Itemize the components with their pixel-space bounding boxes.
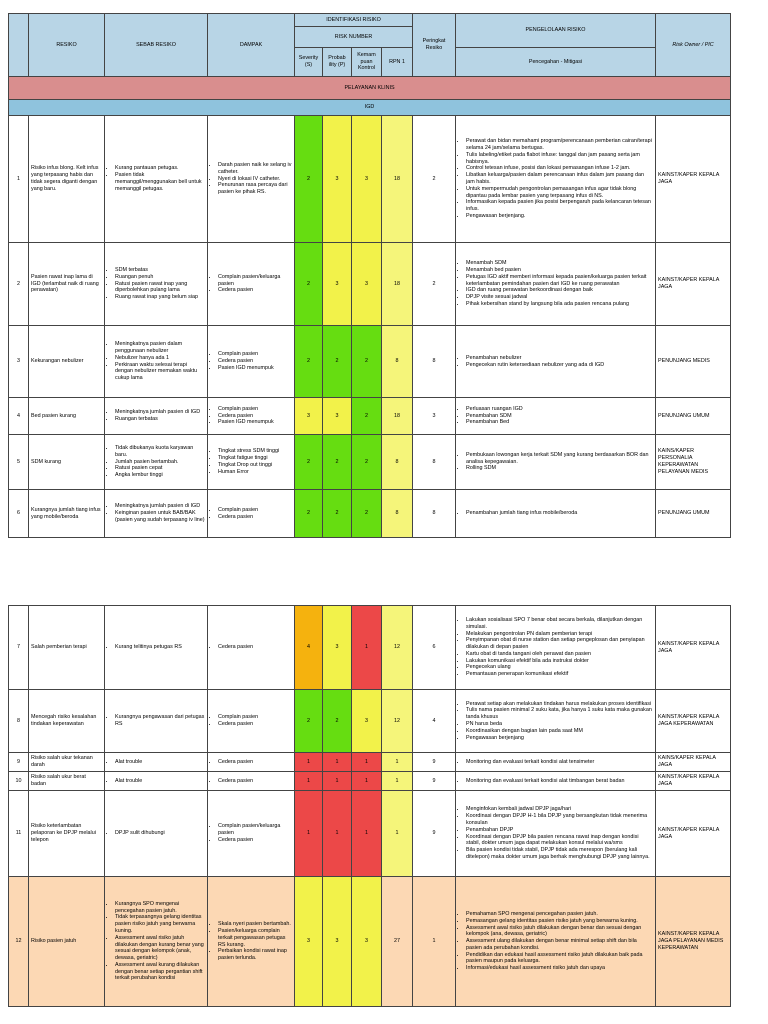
owner-value: KAINST/KAPER KEPALA JAGA PELAYANAN MEDIS KEPERAWATAN [656,877,731,1007]
mitigation-list-item: • Lakukan komunikasi efektif bila ada instruksi dokter [466,658,653,665]
mitigation-list-item: • Pemahaman SPO mengenai pencegahan pasien jatuh. [466,911,653,918]
mitigation-list-item: • Koordinasi dengan DPJP H-1 bila DPJP yang bersangkutan tidak menerima konsulan [466,813,653,827]
mitigation-list-item: • Perluasan ruangan IGD [466,406,653,413]
severity-value: 1 [295,753,323,772]
impact-list [208,435,295,490]
control-value: 1 [352,753,382,772]
impact-list-item: • Pasien/keluarga complain terkait pengawasan petugas RS kurang. [218,928,292,948]
impact-list [208,326,295,398]
cause-list [105,490,208,538]
owner-value: KAINST/KAPER KEPALA JAGA [656,243,731,326]
cause-list [105,606,208,690]
mitigation-list-item: • Assessment awal risiko jatuh dilakukan dengan benar dan sesuai dengan kelompok (ana, dewasa, geriatric) [466,925,653,939]
rpn-value: 12 [382,606,413,690]
risk-number-header: RISK NUMBER [295,27,413,48]
mitigation-list-item: • Rolling SDM [466,465,653,472]
risk-row [9,116,731,243]
severity-value: 2 [295,326,323,398]
mitigation-list-item: • Control tetesan infuse, posisi dan lokasi pemasangan infuse 1-2 jam. [466,165,653,172]
impact-list [208,606,295,690]
cause-list-item: • Kurang telitinya petugas RS [115,644,205,651]
risk-row [9,772,731,791]
impact-list [208,398,295,435]
mitigation-list [456,326,656,398]
rank-value: 1 [413,877,456,1007]
risk-text: Risiko salah ukur berat badan [29,772,105,791]
mitigation-list-item: • Perawat dan bidan memahami program/perencanaan pemberian cairan/terapi selama 24 jam/selama bertugas. [466,138,653,152]
probability-value: 3 [323,243,352,326]
risk-table-1 [8,13,731,538]
cause-list-item: • Pasien tidak memanggil/menggunakan bell untuk memanggil petugas. [115,172,205,192]
control-value: 3 [352,243,382,326]
mitigation-list-item: • Kartu obat di tanda tangani oleh perawat dan pasien [466,651,653,658]
mitigation-list-item: • Pengawasan berjenjang. [466,213,653,220]
control-value: 2 [352,398,382,435]
impact-list-item: • Cedera pasien [218,721,292,728]
rank-value: 4 [413,690,456,753]
risk-row [9,877,731,1007]
cause-list-item: • Kurangnya SPO mengenai pencegahan pasien jatuh. [115,901,205,915]
severity-value: 1 [295,791,323,877]
row-number: 1 [9,116,29,243]
cause-list [105,243,208,326]
owner-value: KAINST/KAPER KEPALA JAGA [656,791,731,877]
risk-row [9,435,731,490]
rpn-value: 8 [382,490,413,538]
cause-list-item: • Perkiraan waktu selesai terapi dengan nebulizer memakan waktu cukup lama [115,362,205,382]
impact-list-item: • Perbaikan kondisi rawat inap pasien terlunda. [218,948,292,962]
mitigation-list-item: • Pembukaan lowongan kerja terkait SDM yang kurang berdasarkan BOR dan analisa kepegawaian. [466,452,653,466]
col-risk-header: RESIKO [29,14,105,77]
severity-value: 2 [295,243,323,326]
risk-text: Pasien rawat inap lama di IGD (terlambat naik di ruang perawatan) [29,243,105,326]
impact-list [208,772,295,791]
risk-row [9,490,731,538]
impact-list [208,753,295,772]
impact-list [208,243,295,326]
cause-list-item: • Ruang rawat inap yang belum siap [115,294,205,301]
risk-table-2 [8,605,731,1007]
section-title: PELAYANAN KLINIS [9,77,731,100]
cause-list-item: • DPJP sulit dihubungi [115,830,205,837]
cause-list-item: • Meningkatnya pasien dalam penggunaan nebulizer [115,341,205,355]
control-value: 3 [352,877,382,1007]
rank-header: Peringkat Resiko [413,14,456,77]
impact-list-item: • Pasien IGD menumpuk [218,419,292,426]
mitigation-list-item: • Penambahan jumlah tiang infus mobile/beroda [466,510,653,517]
probability-value: 3 [323,877,352,1007]
severity-value: 2 [295,435,323,490]
probability-value: 2 [323,690,352,753]
cause-list [105,116,208,243]
risk-text: Kurangnya jumlah tiang infus yang mobile/beroda [29,490,105,538]
rpn-value: 1 [382,753,413,772]
cause-list [105,772,208,791]
rank-value: 2 [413,243,456,326]
impact-list-item: • Cedera pasien [218,837,292,844]
mitigation-list [456,243,656,326]
risk-row [9,398,731,435]
mitigation-list-item: • Koordinasi dengan DPJP bila pasien rencana rawat inap dengan kondisi stabil, dokter umum jaga dapat melakukan konsul melalui wa/sms [466,834,653,848]
mitigation-list-item: • Lakukan sosialisasi SPO 7 benar obat secara berkala, dilanjutkan dengan simulasi. [466,617,653,631]
cause-list-item: • Assessment awal risiko jatuh dilakukan dengan kurang benar yang sesuai dengan kelompok (anak, dewasa, geriatric) [115,935,205,962]
mitigation-list-item: • Monitoring dan evaluasi terkait kondisi alat timbangan berat badan [466,778,653,785]
risk-text: Risiko salah ukur tekanan darah [29,753,105,772]
impact-list-item: • Penurunan rasa percaya dari pasien ke pihak RS. [218,182,292,196]
cause-list [105,690,208,753]
row-number: 3 [9,326,29,398]
severity-value: 2 [295,116,323,243]
impact-list-item: • Cedera pasien [218,644,292,651]
severity-header: Severity (S) [295,48,323,77]
risk-row [9,753,731,772]
mitigation-list-item: • Tulis nama pasien minimal 2 suku kata, jika hanya 1 suku kata maka gunakan tanda khusus [466,707,653,721]
cause-list-item: • Kurangnya pengawasan dari petugas RS [115,714,205,728]
impact-list-item: • Skala nyeri pasien bertambah. [218,921,292,928]
mitigation-list-item: • Pendidikan dan edukasi hasil assessment risiko jatuh dilakukan baik pada pasien maupun pada keluarga. [466,952,653,966]
rpn-value: 12 [382,690,413,753]
mitigation-list-item: • Libatkan keluarga/pasien dalam perencanaan infus dalam jam pasang dan jam habis. [466,172,653,186]
impact-list-item: • Pasien IGD menumpuk [218,365,292,372]
impact-list-item: • Cedera pasien [218,759,292,766]
impact-list-item: • Complain pasien [218,351,292,358]
cause-list-item: • Meningkatnya jumlah pasien di IGD [115,503,205,510]
cause-list-item: • Tidak terpasangnya gelang identitas pasien risiko jatuh yang berwarna kuning. [115,914,205,934]
cause-list-item: • Angka lembur tinggi [115,472,205,479]
impact-list [208,877,295,1007]
row-number: 5 [9,435,29,490]
cause-list-item: • Keinginan pasien untuk BAB/BAK (pasien yang sudah terpasang iv line) [115,510,205,524]
impact-list [208,116,295,243]
mitigation-list-item: • Informasi/edukasi hasil assessment risiko jatuh dan upaya [466,965,653,972]
probability-value: 3 [323,398,352,435]
subsection-title: IGD [9,100,731,116]
probability-header: Probab ility (P) [323,48,352,77]
mitigation-list-item: • IGD dan ruang perawatan berkoordinasi dengan baik [466,287,653,294]
impact-list-item: • Tingkat fatigue tinggi [218,455,292,462]
impact-list-item: • Complain pasien/keluarga pasien [218,274,292,288]
mitigation-list-item: • Tulis labeling/etiket pada flabot infuse: tanggal dan jam pasang serta jam habisnya. [466,152,653,166]
mitigation-list-item: • Pengawasan berjenjang [466,735,653,742]
probability-value: 2 [323,326,352,398]
col-cause-header: SEBAB RESIKO [105,14,208,77]
row-number: 12 [9,877,29,1007]
impact-list-item: • Tingkat Drop out tinggi [218,462,292,469]
impact-list-item: • Cedera pasien [218,514,292,521]
col-no-header [9,14,29,77]
risk-register-page-1 [8,13,730,538]
impact-list-item: • Cedera pasien [218,778,292,785]
control-value: 2 [352,326,382,398]
owner-value: KAINST/KAPER KEPALA JAGA [656,606,731,690]
rpn-value: 8 [382,435,413,490]
control-value: 1 [352,791,382,877]
rank-value: 8 [413,326,456,398]
mitigation-list [456,690,656,753]
probability-value: 1 [323,772,352,791]
rank-value: 6 [413,606,456,690]
risk-text: Kekurangan nebulizer [29,326,105,398]
mitigation-list-item: • PN harus beda [466,721,653,728]
owner-value: KAINST/KAPER KEPALA JAGA [656,116,731,243]
severity-value: 4 [295,606,323,690]
impact-list-item: • Cedera pasien [218,358,292,365]
mitigation-list-item: • Untuk mempermudah pengontrolan pemasangan infus agar tidak blong dipantau pada lembar pasien yang terpasang infus di NS. [466,186,653,200]
row-number: 2 [9,243,29,326]
control-value: 3 [352,690,382,753]
cause-list-item: • Alat trouble [115,759,205,766]
mitigation-list [456,398,656,435]
owner-value: PENUNJANG MEDIS [656,326,731,398]
risk-text: Bed pasien kurang [29,398,105,435]
impact-list-item: • Tingkat stress SDM tinggi [218,448,292,455]
severity-value: 3 [295,877,323,1007]
rpn-value: 18 [382,116,413,243]
mitigation-list-item: • Menambah SDM [466,260,653,267]
rpn-value: 27 [382,877,413,1007]
mitigation-list-item: • Penambahan nebulizer [466,355,653,362]
impact-list-item: • Darah pasien naik ke selang iv catheter. [218,162,292,176]
mitigation-list-item: • Perawat setiap akan melakukan tindakan harus melakukan proses identifikasi [466,701,653,708]
mitigation-list-item: • Penambahan Bed [466,419,653,426]
row-number: 7 [9,606,29,690]
cause-list-item: • Kurang pantauan petugas. [115,165,205,172]
mitigation-list-item: • Penambahan SDM [466,413,653,420]
severity-value: 2 [295,690,323,753]
mitigation-list [456,435,656,490]
row-number: 8 [9,690,29,753]
mitigation-list-item: • Petugas IGD aktif memberi informasi kepada pasien/keluarga pasien terkait keterlambatan pemindahan pasien dari IGD ke ruang perawatan [466,274,653,288]
row-number: 10 [9,772,29,791]
rank-value: 2 [413,116,456,243]
probability-value: 3 [323,606,352,690]
mitigation-list-item: • Assessment ulang dilakukan dengan benar minimal setiap shift dan bila pasien ada perubahan kondisi. [466,938,653,952]
owner-header: Risk Owner / PIC [656,14,731,77]
impact-list-item: • Human Error [218,469,292,476]
rank-value: 9 [413,772,456,791]
cause-list-item: • Assessment awal kurang dilakukan dengan benar setiap pergantian shift terkait perubahan kondisi [115,962,205,982]
rank-value: 3 [413,398,456,435]
mitigation-list-item: • Pemasangan gelang identitas pasien risiko jatuh yang berwarna kuning. [466,918,653,925]
mitigation-list-item: • Informasikan kepada pasien jika posisi berpengaruh pada kelancaran tetesan infus. [466,199,653,213]
risk-text: Risiko keterlambatan pelaporan ke DPJP melalui telepon [29,791,105,877]
mitigation-list-item: • Menginfokan kembali jadwal DPJP jaga/hari [466,806,653,813]
cause-list-item: • Alat trouble [115,778,205,785]
probability-value: 2 [323,435,352,490]
control-value: 1 [352,606,382,690]
rpn-value: 1 [382,791,413,877]
owner-value: PENUNJANG UMUM [656,398,731,435]
rank-value: 9 [413,791,456,877]
rpn-value: 8 [382,326,413,398]
cause-list-item: • SDM terbatas [115,267,205,274]
risk-row [9,243,731,326]
impact-list-item: • Complain pasien [218,507,292,514]
impact-list-item: • Complain pasien/keluarga pasien [218,823,292,837]
owner-value: KAINST/KAPER KEPALA JAGA [656,772,731,791]
severity-value: 2 [295,490,323,538]
mitigation-list-item: • Menambah bed pasien [466,267,653,274]
risk-row [9,326,731,398]
risk-text: SDM kurang [29,435,105,490]
risk-row [9,606,731,690]
rpn-header: RPN 1 [382,48,413,77]
mitigation-list-item: • Pemantauan penerapan komunikasi efektif [466,671,653,678]
management-header: PENGELOLAAN RISIKO [456,14,656,48]
rpn-value: 18 [382,243,413,326]
probability-value: 1 [323,753,352,772]
mitigation-list-item: • Pihak kebersihan stand by langsung bila ada pasien rencana pulang [466,301,653,308]
impact-list [208,791,295,877]
impact-list-item: • Complain pasien [218,406,292,413]
severity-value: 3 [295,398,323,435]
rank-value: 8 [413,490,456,538]
cause-list-item: • Ruangan terbatas [115,416,205,423]
mitigation-list-item: • Bila pasien kondisi tidak stabil, DPJP tidak ada merespon (berulang kali ditelepon) maka dokter umum jaga berhak menghubungi DPJP yang lainnya. [466,847,653,861]
probability-value: 2 [323,490,352,538]
mitigation-list-item: • Melakukan pengontrolan PN dalam pemberian terapi [466,631,653,638]
severity-value: 1 [295,772,323,791]
control-value: 1 [352,772,382,791]
col-impact-header: DAMPAK [208,14,295,77]
mitigation-list-item: • Penyimpanan obat di nurse station dan setiap pengeplosan dan penyiapan dilakukan di depan pasien [466,637,653,651]
row-number: 11 [9,791,29,877]
mitigation-list [456,877,656,1007]
mitigation-list-item: • Monitoring dan evaluasi terkait kondisi alat tensimeter [466,759,653,766]
owner-value: KAINST/KAPER KEPALA JAGA KEPERAWATAN [656,690,731,753]
risk-register-page-2 [8,605,730,1007]
cause-list [105,326,208,398]
risk-row [9,791,731,877]
probability-value: 3 [323,116,352,243]
rank-value: 9 [413,753,456,772]
risk-text: Risiko infus blong. Kelt infus yang terpasang habis dan tidak segera diganti dengan yang baru. [29,116,105,243]
mitigation-list [456,490,656,538]
row-number: 9 [9,753,29,772]
mitigation-list-item: • Pengecekan ulang [466,664,653,671]
impact-list [208,490,295,538]
row-number: 6 [9,490,29,538]
impact-list-item: • Complain pasien [218,714,292,721]
cause-list-item: • Ruangan penuh [115,274,205,281]
mitigation-header: Pencegahan - Mitigasi [456,48,656,77]
risk-text: Mencegah risiko kesalahan tindakan keperawatan [29,690,105,753]
probability-value: 1 [323,791,352,877]
owner-value: KAINS/KAPER PERSONALIA KEPERAWATAN PELAYANAN MEDIS [656,435,731,490]
control-value: 3 [352,116,382,243]
mitigation-list [456,791,656,877]
cause-list [105,398,208,435]
cause-list-item: • Ratusi pasien cepat [115,465,205,472]
control-header: Kemam puan Kontrol [352,48,382,77]
cause-list [105,877,208,1007]
impact-list-item: • Cedera pasien [218,413,292,420]
mitigation-list [456,753,656,772]
cause-list-item: • Meningkatnya jumlah pasien di IGD [115,409,205,416]
row-number: 4 [9,398,29,435]
owner-value: PENUNJANG UMUM [656,490,731,538]
control-value: 2 [352,435,382,490]
risk-row [9,690,731,753]
impact-list-item: • Nyeri di lokasi IV catheter. [218,176,292,183]
control-value: 2 [352,490,382,538]
mitigation-list-item: • Pengecekan rutin ketersediaan nebulizer yang ada di IGD [466,362,653,369]
cause-list-item: • Tidak dibukanya kuota karyawan baru. [115,445,205,459]
impact-list [208,690,295,753]
cause-list-item: • Jumlah pasien bertambah. [115,459,205,466]
rpn-value: 18 [382,398,413,435]
rank-value: 8 [413,435,456,490]
impact-list-item: • Cedera pasien [218,287,292,294]
mitigation-list-item: • Koordinasikan dengan bagian lain pada saat MM [466,728,653,735]
cause-list [105,753,208,772]
risk-text: Risiko pasien jatuh [29,877,105,1007]
owner-value: KAINS/KAPER KEPALA JAGA [656,753,731,772]
risk-text: Salah pemberian terapi [29,606,105,690]
cause-list [105,791,208,877]
mitigation-list [456,606,656,690]
cause-list-item: • Nebulizer hanya ada 1 [115,355,205,362]
cause-list [105,435,208,490]
rpn-value: 1 [382,772,413,791]
cause-list-item: • Ratusi pasien rawat inap yang diperbolehkan pulang lama [115,281,205,295]
mitigation-list [456,772,656,791]
mitigation-list-item: • Penambahan DPJP [466,827,653,834]
mitigation-list [456,116,656,243]
mitigation-list-item: • DPJP visite sesuai jadwal [466,294,653,301]
identification-header: IDENTIFIKASI RISIKO [295,14,413,27]
